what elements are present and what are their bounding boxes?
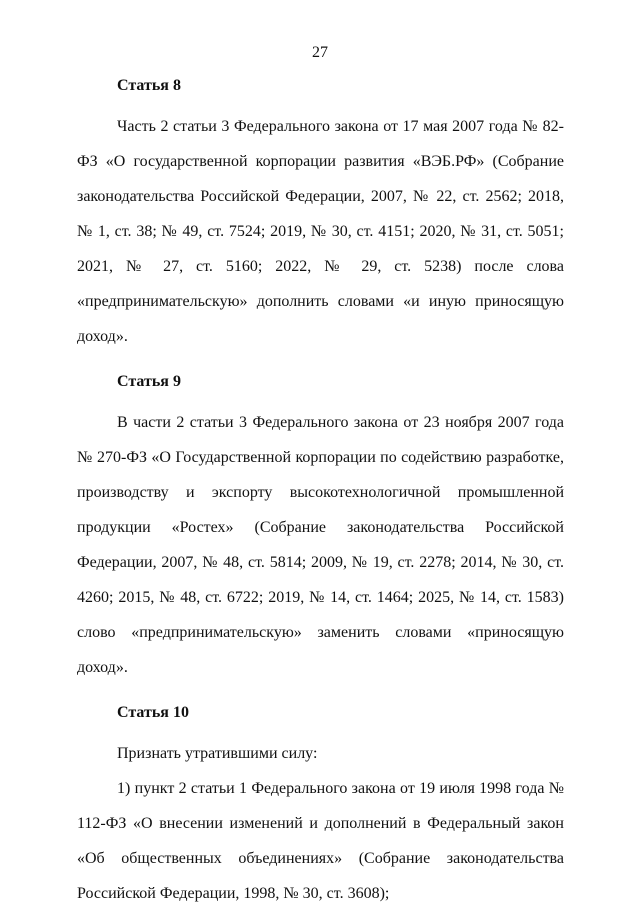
document-body (77, 68, 564, 911)
article-heading: Статья 9 (117, 373, 181, 390)
article-paragraph: 1) пункт 2 статьи 1 Федерального закона от 19 июля 1998 года № 112-ФЗ «О внесении изменений и дополнений в Федеральный закон «Об общественных объединениях» (Собрание законодательства Российской Федерации, 1998, № 30, ст. 3608); (77, 780, 564, 902)
article-paragraph: Часть 2 статьи 3 Федерального закона от 17 мая 2007 года № 82-ФЗ «О государственной корпорации развития «ВЭБ.РФ» (Собрание законодательства Российской Федерации, 2007, № 22, ст. 2562; 2018, № 1, ст. 38; № 49, ст. 7524; 2019, № 30, ст. 4151; 2020, № 31, ст. 5051; 2021, № 27, ст. 5160; 2022, № 29, ст. 5238) после слова «предпринимательскую» дополнить словами «и иную приносящую доход». (77, 118, 564, 345)
article-heading: Статья 10 (117, 704, 189, 721)
article-9 (77, 364, 564, 685)
article-heading: Статья 8 (117, 77, 181, 94)
article-paragraph: В части 2 статьи 3 Федерального закона от 23 ноября 2007 года № 270-ФЗ «О Государственной корпорации по содействию разработке, производству и экспорту высокотехнологичной промышленной продукции «Ростех» (Собрание законодательства Российской Федерации, 2007, № 48, ст. 5814; 2009, № 19, ст. 2278; 2014, № 30, ст. 4260; 2015, № 48, ст. 6722; 2019, № 14, ст. 1464; 2025, № 14, ст. 1583) слово «предпринимательскую» заменить словами «приносящую доход». (77, 414, 564, 676)
article-8 (77, 68, 564, 354)
article-paragraph: Признать утратившими силу: (117, 745, 318, 762)
page-number: 27 (312, 44, 328, 61)
article-10 (77, 695, 564, 911)
